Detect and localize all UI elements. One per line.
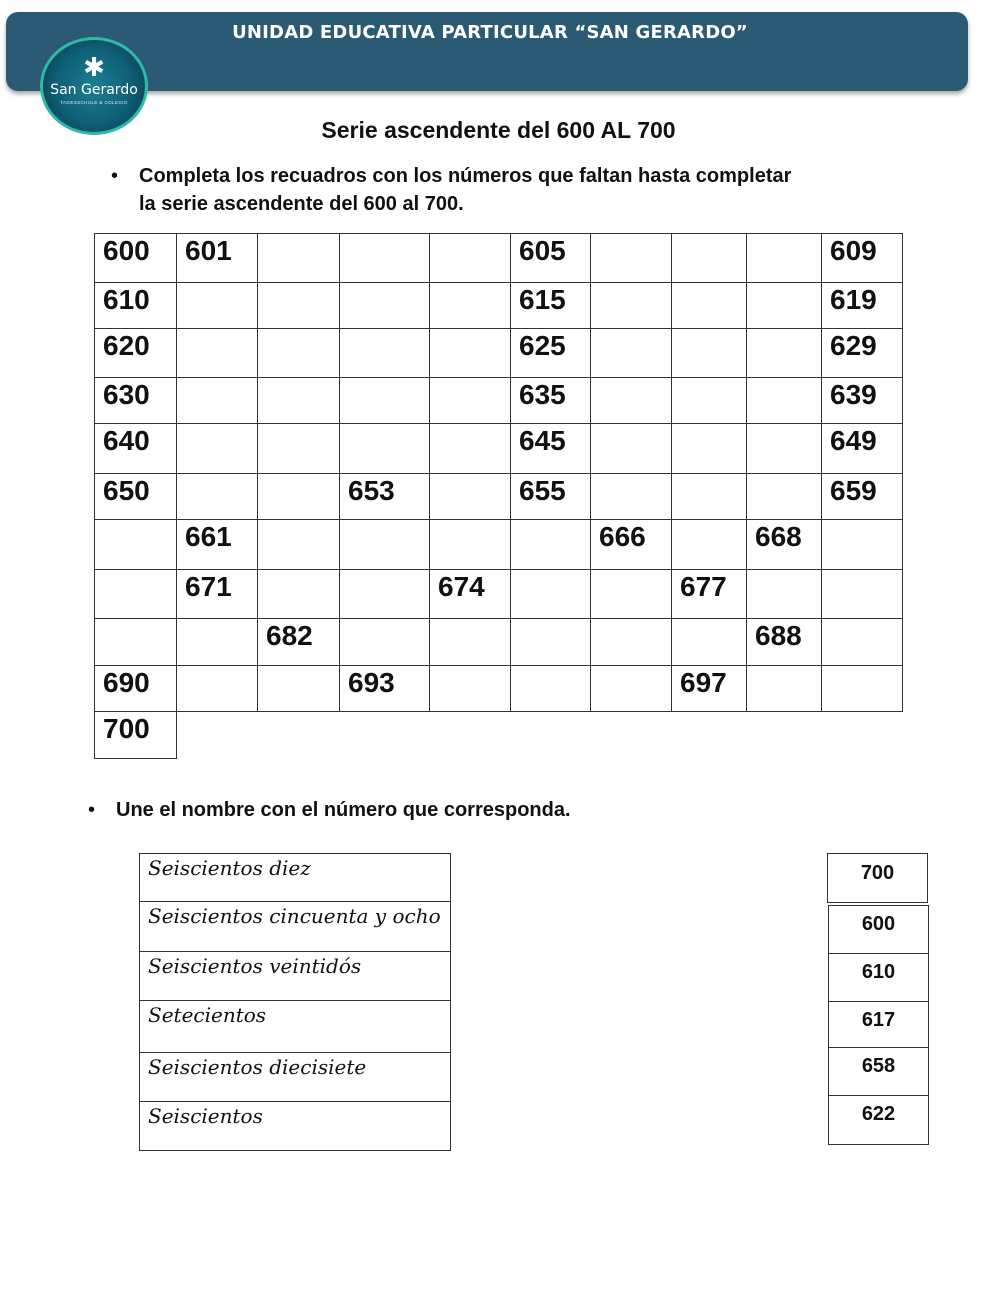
- series-cell: 671: [177, 570, 258, 619]
- series-blank-cell[interactable]: [430, 619, 511, 666]
- series-cell: 620: [95, 329, 177, 378]
- series-blank-cell[interactable]: [511, 570, 591, 619]
- logo-subtitle: TAGESSCHULE & COLEGIO: [60, 100, 128, 105]
- name-box[interactable]: Seiscientos veintidós: [139, 952, 451, 1001]
- series-blank-cell[interactable]: [672, 474, 747, 520]
- series-blank-cell[interactable]: [430, 666, 511, 712]
- series-blank-cell[interactable]: [258, 378, 340, 424]
- series-blank-cell[interactable]: [747, 570, 822, 619]
- series-row: [95, 520, 903, 570]
- series-blank-cell[interactable]: [747, 666, 822, 712]
- series-cell: 668: [747, 520, 822, 570]
- series-cell: 650: [95, 474, 177, 520]
- series-blank-cell[interactable]: [95, 570, 177, 619]
- series-row: [95, 234, 903, 283]
- series-blank-cell[interactable]: [258, 283, 340, 329]
- instruction-text: Completa los recuadros con los números que faltan hasta completar la serie ascendente del 600 al 700.: [139, 165, 792, 215]
- series-blank-cell[interactable]: [591, 570, 672, 619]
- name-box[interactable]: Seiscientos diez: [139, 853, 451, 902]
- number-box[interactable]: 610: [828, 954, 929, 1002]
- series-blank-cell[interactable]: [177, 424, 258, 474]
- series-blank-cell[interactable]: [672, 329, 747, 378]
- series-cell: 601: [177, 234, 258, 283]
- logo-name: San Gerardo: [50, 82, 138, 98]
- series-blank-cell[interactable]: [430, 474, 511, 520]
- series-blank-cell[interactable]: [177, 619, 258, 666]
- grid-empty-space: [258, 712, 340, 759]
- series-cell: 645: [511, 424, 591, 474]
- series-cell: 688: [747, 619, 822, 666]
- series-blank-cell[interactable]: [747, 329, 822, 378]
- number-box[interactable]: 658: [828, 1048, 929, 1096]
- series-blank-cell[interactable]: [591, 619, 672, 666]
- series-cell: 682: [258, 619, 340, 666]
- series-cell: 693: [340, 666, 430, 712]
- series-blank-cell[interactable]: [591, 474, 672, 520]
- series-blank-cell[interactable]: [340, 283, 430, 329]
- series-cell: 666: [591, 520, 672, 570]
- series-blank-cell[interactable]: [591, 234, 672, 283]
- series-row: [95, 474, 903, 520]
- series-blank-cell[interactable]: [591, 666, 672, 712]
- number-box[interactable]: 617: [828, 1002, 929, 1048]
- series-blank-cell[interactable]: [95, 619, 177, 666]
- series-blank-cell[interactable]: [258, 570, 340, 619]
- series-blank-cell[interactable]: [340, 570, 430, 619]
- instruction-match-names: [88, 796, 716, 824]
- series-row: [95, 378, 903, 424]
- series-row: [95, 329, 903, 378]
- series-blank-cell[interactable]: [591, 329, 672, 378]
- series-row: [95, 570, 903, 619]
- number-series-grid: [94, 233, 903, 759]
- series-blank-cell[interactable]: [747, 378, 822, 424]
- name-box[interactable]: Seiscientos diecisiete: [139, 1053, 451, 1102]
- series-blank-cell[interactable]: [822, 619, 903, 666]
- series-cell: 615: [511, 283, 591, 329]
- grid-empty-space: [822, 712, 903, 759]
- series-blank-cell[interactable]: [822, 520, 903, 570]
- series-blank-cell[interactable]: [672, 520, 747, 570]
- grid-empty-space: [511, 712, 591, 759]
- series-blank-cell[interactable]: [511, 520, 591, 570]
- series-blank-cell[interactable]: [747, 424, 822, 474]
- grid-empty-space: [340, 712, 430, 759]
- series-cell: 605: [511, 234, 591, 283]
- instruction-complete-series: [111, 162, 799, 218]
- series-cell: 677: [672, 570, 747, 619]
- series-blank-cell[interactable]: [747, 474, 822, 520]
- series-blank-cell[interactable]: [258, 520, 340, 570]
- series-blank-cell[interactable]: [340, 520, 430, 570]
- series-blank-cell[interactable]: [430, 283, 511, 329]
- grid-empty-space: [591, 712, 672, 759]
- series-blank-cell[interactable]: [511, 619, 591, 666]
- series-row: [95, 712, 903, 759]
- series-blank-cell[interactable]: [258, 234, 340, 283]
- page-title: Serie ascendente del 600 AL 700: [321, 117, 676, 143]
- series-blank-cell[interactable]: [95, 520, 177, 570]
- bullet-icon: •: [88, 799, 96, 821]
- series-blank-cell[interactable]: [672, 378, 747, 424]
- grid-empty-space: [177, 712, 258, 759]
- series-row: [95, 619, 903, 666]
- series-cell: 674: [430, 570, 511, 619]
- series-cell: 600: [95, 234, 177, 283]
- grid-empty-space: [430, 712, 511, 759]
- grid-empty-space: [672, 712, 747, 759]
- series-blank-cell[interactable]: [258, 666, 340, 712]
- series-blank-cell[interactable]: [430, 424, 511, 474]
- bullet-icon: •: [111, 165, 119, 187]
- name-box[interactable]: Seiscientos cincuenta y ocho: [139, 902, 451, 952]
- series-cell: 690: [95, 666, 177, 712]
- number-box[interactable]: 600: [828, 905, 929, 954]
- number-box[interactable]: 622: [828, 1096, 929, 1145]
- series-cell: 609: [822, 234, 903, 283]
- series-cell: 653: [340, 474, 430, 520]
- series-cell: 629: [822, 329, 903, 378]
- grid-empty-space: [747, 712, 822, 759]
- series-blank-cell[interactable]: [747, 283, 822, 329]
- series-cell: 619: [822, 283, 903, 329]
- series-cell: 630: [95, 378, 177, 424]
- series-cell: 700: [95, 712, 177, 759]
- series-cell: 640: [95, 424, 177, 474]
- series-blank-cell[interactable]: [430, 378, 511, 424]
- series-cell: 639: [822, 378, 903, 424]
- series-cell: 697: [672, 666, 747, 712]
- series-blank-cell[interactable]: [672, 234, 747, 283]
- series-cell: 655: [511, 474, 591, 520]
- series-blank-cell[interactable]: [340, 424, 430, 474]
- series-blank-cell[interactable]: [258, 474, 340, 520]
- series-blank-cell[interactable]: [258, 329, 340, 378]
- numbers-column: [828, 905, 929, 1145]
- series-cell: 610: [95, 283, 177, 329]
- school-title: UNIDAD EDUCATIVA PARTICULAR “SAN GERARDO”: [232, 22, 748, 43]
- logo-star-icon: ✱: [83, 52, 105, 82]
- series-blank-cell[interactable]: [177, 283, 258, 329]
- series-blank-cell[interactable]: [591, 424, 672, 474]
- series-row: [95, 424, 903, 474]
- series-blank-cell[interactable]: [672, 424, 747, 474]
- series-blank-cell[interactable]: [747, 234, 822, 283]
- series-row: [95, 283, 903, 329]
- series-blank-cell[interactable]: [822, 570, 903, 619]
- series-blank-cell[interactable]: [430, 329, 511, 378]
- name-box[interactable]: Setecientos: [139, 1001, 451, 1053]
- series-blank-cell[interactable]: [177, 474, 258, 520]
- series-blank-cell[interactable]: [822, 666, 903, 712]
- series-row: [95, 666, 903, 712]
- series-blank-cell[interactable]: [672, 619, 747, 666]
- series-blank-cell[interactable]: [591, 378, 672, 424]
- instruction-text: Une el nombre con el número que corresponda.: [116, 799, 571, 821]
- series-blank-cell[interactable]: [430, 520, 511, 570]
- series-cell: 649: [822, 424, 903, 474]
- series-blank-cell[interactable]: [672, 283, 747, 329]
- series-blank-cell[interactable]: [511, 666, 591, 712]
- series-blank-cell[interactable]: [258, 424, 340, 474]
- series-blank-cell[interactable]: [177, 666, 258, 712]
- series-cell: 625: [511, 329, 591, 378]
- series-blank-cell[interactable]: [340, 234, 430, 283]
- series-cell: 661: [177, 520, 258, 570]
- series-cell: 635: [511, 378, 591, 424]
- number-names-column: [139, 853, 451, 1151]
- series-cell: 659: [822, 474, 903, 520]
- name-box[interactable]: Seiscientos: [139, 1102, 451, 1151]
- series-blank-cell[interactable]: [177, 329, 258, 378]
- series-blank-cell[interactable]: [177, 378, 258, 424]
- series-blank-cell[interactable]: [340, 378, 430, 424]
- series-blank-cell[interactable]: [340, 619, 430, 666]
- number-box[interactable]: 700: [827, 853, 928, 903]
- series-blank-cell[interactable]: [340, 329, 430, 378]
- series-blank-cell[interactable]: [591, 283, 672, 329]
- series-blank-cell[interactable]: [430, 234, 511, 283]
